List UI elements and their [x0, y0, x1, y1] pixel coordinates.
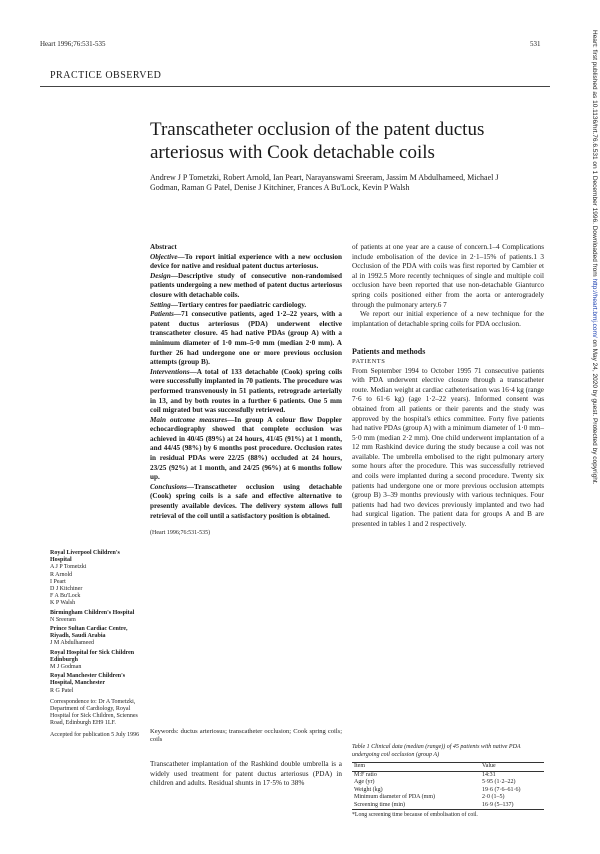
table-1: [352, 744, 544, 818]
page-number: 531: [530, 40, 541, 48]
table-row: [352, 802, 544, 810]
abstract-objective: Objective—To report initial experience with a new occlusion device for native and residual patent ductus arteriosus.: [150, 252, 342, 271]
correspondence: Correspondence to: Dr A Tometzki, Department of Cardiology, Royal Hospital for Sick Children, Sciennes Road, Edinburgh EH9 1LF.: [50, 698, 138, 727]
table-1-caption: Table 1 Clinical data (median (range)) of 45 patients with native PDA undergoing coil occlusion (group A): [352, 744, 521, 758]
table-cell: 16·9 (5–137): [480, 802, 544, 810]
download-note-text: Heart: first published as 10.1136/hrt.76.6.531 on 1 December 1996. Downloaded from: [591, 30, 598, 279]
affiliation-person: D J Kitchiner: [50, 586, 83, 593]
affiliation-person: A J P Tometzki: [50, 564, 87, 571]
patients-subheading: PATIENTS: [352, 357, 386, 365]
affiliation-person: F A Bu'Lock: [50, 593, 81, 600]
table-1-footnote: *Long screening time because of embolisation of coil.: [352, 812, 478, 818]
article-title: Transcatheter occlusion of the patent ductus arteriosus with Cook detachable coils: [150, 119, 485, 163]
table-cell: Screening time (min): [352, 802, 480, 810]
table-cell: Weight (kg): [354, 786, 383, 793]
table-row: [352, 779, 544, 787]
article-authors: Andrew J P Tometzki, Robert Arnold, Ian Peart, Narayanswami Sreeram, Jassim M Abdulhameed, Michael J Godman, Raman G Patel, Denise J Kitchiner, Frances A Bu'Lock, Kevin P Walsh: [150, 173, 499, 192]
methods-heading: Patients and methods: [352, 347, 426, 357]
abstract-conclusions: Conclusions—Transcatheter occlusion using detachable (Cook) spring coils is a safe and effective alternative to presently available devices. The delivery system allows full retrieval of the coil until a satisfactory position is obtained.: [150, 482, 342, 520]
affiliation-institution: Birmingham Children's Hospital: [50, 609, 135, 616]
abstract-citation: (Heart 1996;76:531-535): [150, 530, 211, 537]
affiliation-person: R Arnold: [50, 571, 73, 578]
intro-paragraph: Transcatheter implantation of the Rashkind double umbrella is a widely used treatment for patent ductus arteriosus (PDA) in children and adults. Residual shunts in 17·5% to 38%: [150, 760, 342, 788]
table-cell: Age (yr): [354, 779, 375, 785]
abstract-heading: Abstract: [150, 243, 177, 251]
abstract: [150, 243, 342, 539]
table-cell: 14:31: [482, 771, 496, 778]
table-1-grid: [352, 762, 544, 810]
download-note: [591, 30, 598, 484]
affiliation-institution: Royal Hospital for Sick Children Edinburgh: [50, 649, 135, 663]
affiliation-person: K P Walsh: [50, 600, 76, 607]
table-cell: 19·6 (7·6–61·6): [482, 786, 521, 793]
affiliation-person: N Sreeram: [50, 616, 76, 623]
abstract-interventions: Interventions—A total of 133 detachable (Cook) spring coils were successfully implanted in 70 patients. The procedure was performed transvenously in 51 patients, retrograde arterially in 13, and by both routes in a further 6 patients. One 5 mm coil migrated but was successfully retrieved.: [150, 367, 342, 415]
download-link[interactable]: http://heart.bmj.com/: [591, 278, 598, 338]
journal-citation: Heart 1996;76:531-535: [40, 40, 106, 48]
abstract-patients: Patients—71 consecutive patients, aged 1·2–22 years, with a patent ductus arteriosus (PDA) underwent elective transcatheter closure. 45 had native PDAs (group A) with a minimum diameter of 1·0 mm–5·0 mm (median 2·0 mm). A further 26 had undergone one or more previous occlusion attempts (group B).: [150, 310, 342, 367]
affiliation-block: [50, 626, 142, 648]
affiliation-institution: Royal Manchester Children's Hospital, Manchester: [50, 673, 126, 687]
table-cell: 2·0 (1–5): [482, 794, 505, 800]
right-column: [352, 243, 544, 530]
keywords: Keywords: ductus arteriosus; transcatheter occlusion; Cook spring coils; coils: [150, 728, 342, 743]
table-cell: Minimum diameter of PDA (mm): [354, 794, 435, 800]
affiliation-person: M J Godman: [50, 664, 82, 671]
download-note-text-2: on May 24, 2020 by guest. Protected by copyright.: [591, 337, 598, 485]
table-cell: 5·95 (1·2–22): [482, 779, 516, 785]
header-divider: [40, 86, 550, 87]
right-para-2: We report our initial experience of a new technique for the implantation of detachable spring coils for PDA occlusion.: [352, 310, 544, 328]
abstract-setting: Setting—Tertiary centres for paediatric cardiology.: [150, 300, 307, 309]
abstract-outcome: Main outcome measures—In group A colour flow Doppler echocardiography showed that complete occlusion was achieved in 40/45 (89%) at 24 hours, 41/45 (91%) at 1 month, and 44/45 (98%) by 6 months post procedure. Occlusion rates in residual PDAs were 22/25 (88%) occluded at 24 hours, 23/25 (92%) at 1 month, and 24/25 (96%) at 6 months follow up.: [150, 415, 342, 482]
table-cell: M:F ratio: [354, 771, 377, 778]
right-para-1: of patients at one year are a cause of concern.1–4 Complications include embolisation of the device in 2·1–15% of patients.1 3 Occlusion of the PDA with coils was first reported by Cambier et al in 1992.5 More recently techniques of single and multiple coil occlusion have been reported that use non-detachable Gianturco spring coils positioned either from the aorta or anterogradely through the pulmonary artery.6 7: [352, 243, 544, 309]
affiliations: [50, 548, 142, 739]
abstract-design: Design—Descriptive study of consecutive non-randomised patients undergoing a new method of patent ductus arteriosus closure with detachable coils.: [150, 271, 342, 299]
affiliation-block: [50, 673, 142, 695]
affiliation-person: R G Patel: [50, 687, 74, 694]
table-row: [352, 794, 544, 802]
table-1-header-item: Item: [352, 763, 480, 772]
affiliation-person: J M Abdulhameed: [50, 640, 94, 647]
affiliation-block: [50, 610, 142, 624]
affiliation-person: I Peart: [50, 578, 66, 585]
table-row: [352, 787, 544, 795]
table-1-header-value: Value: [480, 763, 544, 772]
affiliation-institution: Royal Liverpool Children's Hospital: [50, 550, 120, 564]
accepted-date: Accepted for publication 5 July 1996: [50, 731, 140, 738]
methods-paragraph: From September 1994 to October 1995 71 consecutive patients with PDA underwent elective closure through a transcatheter route. Median weight at cardiac catheterisation was 16·4 kg (range 7·6 to 61·6 kg) (age 1·2–22 years). Informed consent was obtained from all patients or their parents and the study was approved by the hospital's ethics committee. Forty five patients had native PDAs (group A) with a minimum diameter of 1·0 mm–5·0 mm (median 2·2 mm). One child underwent implantation of a 12 mm Rashkind device during the study because a coil was not available. The umbrella embolised to the right pulmonary artery some hours after the procedure. This was successfully retrieved and coils were implanted during a second procedure. Twenty six patients had undergone one or more previous occlusion attempts (group B) 3–39 months previously with various techniques. Four patients had had two devices previously implanted and two had had surgical ligation. The patient data for groups A and B are presented in tables 1 and 2 respectively.: [352, 366, 544, 529]
section-title: PRACTICE OBSERVED: [50, 70, 162, 81]
affiliation-block: [50, 550, 142, 608]
affiliation-block: [50, 650, 142, 672]
table-row: [352, 771, 544, 779]
affiliation-institution: Prince Sultan Cardiac Centre, Riyadh, Saudi Arabia: [50, 626, 128, 640]
